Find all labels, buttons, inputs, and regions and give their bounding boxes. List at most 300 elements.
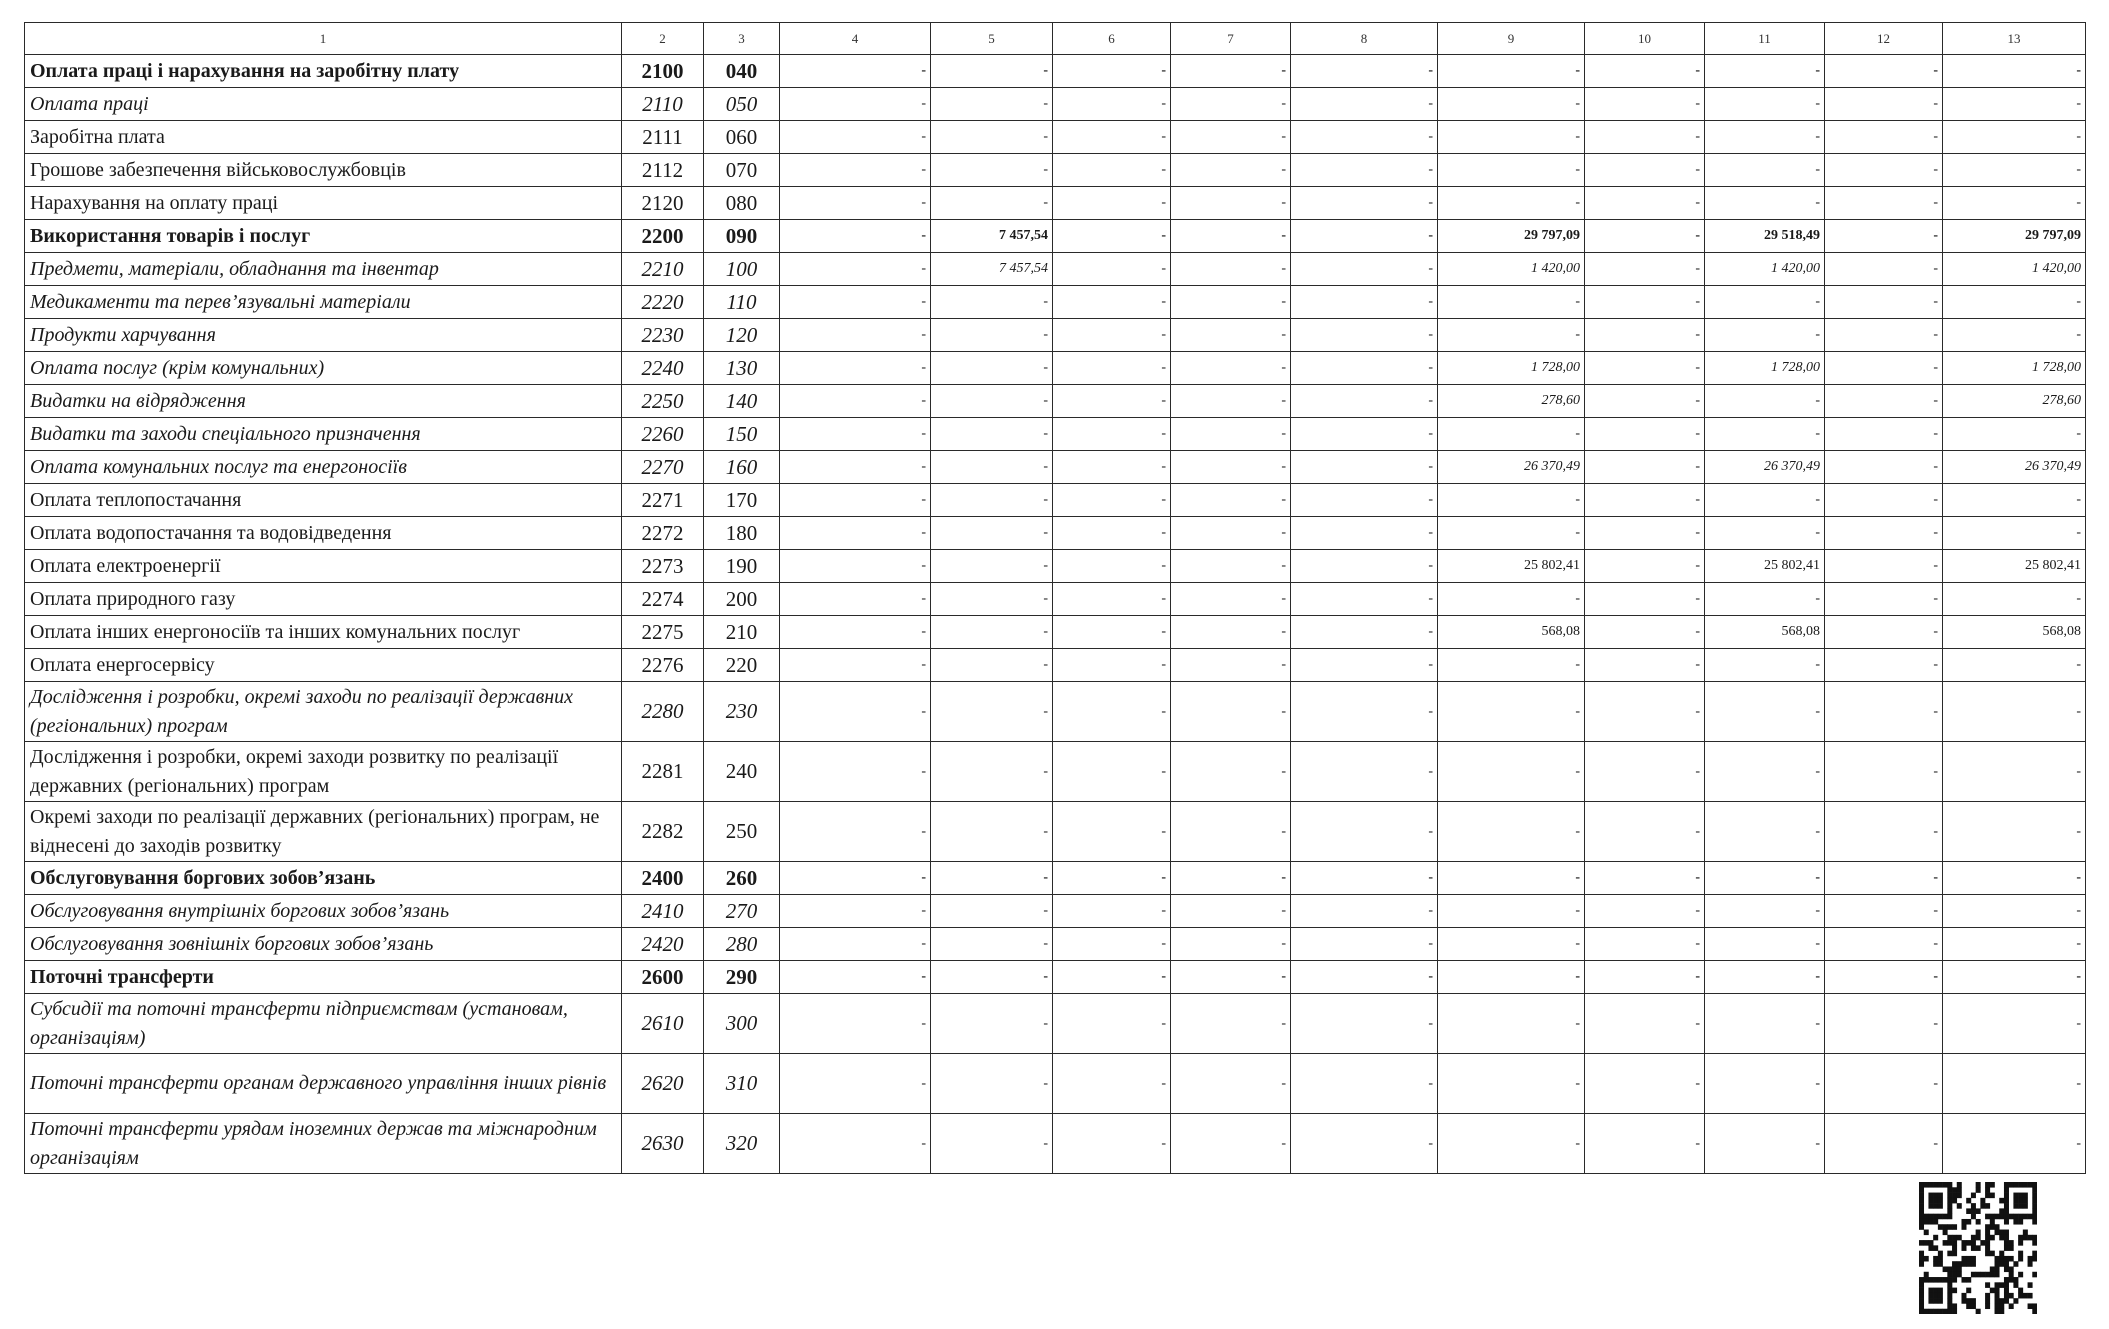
table-row	[25, 802, 2086, 862]
row-name: Предмети, матеріали, обладнання та інвентар	[25, 253, 622, 286]
row-kekv-code: 2410	[622, 895, 704, 928]
value-cell: -	[1053, 583, 1171, 616]
row-line-code: 290	[704, 961, 780, 994]
value-cell: -	[1705, 682, 1825, 742]
table-row	[25, 961, 2086, 994]
header-cell: 8	[1291, 23, 1438, 55]
table-row	[25, 742, 2086, 802]
value-cell: -	[1705, 649, 1825, 682]
header-cell: 4	[780, 23, 931, 55]
header-cell: 10	[1585, 23, 1705, 55]
value-cell: -	[1705, 286, 1825, 319]
row-name: Оплата енергосервісу	[25, 649, 622, 682]
value-cell: -	[1053, 286, 1171, 319]
value-cell: -	[1825, 88, 1943, 121]
value-cell: -	[1825, 352, 1943, 385]
row-kekv-code: 2220	[622, 286, 704, 319]
value-cell: -	[1438, 649, 1585, 682]
row-name: Оплата водопостачання та водовідведення	[25, 517, 622, 550]
value-cell: -	[1053, 451, 1171, 484]
value-cell: -	[1438, 484, 1585, 517]
value-cell: -	[1438, 88, 1585, 121]
value-cell: -	[1825, 253, 1943, 286]
value-cell: -	[780, 517, 931, 550]
value-cell: -	[931, 649, 1053, 682]
value-cell: -	[1943, 961, 2086, 994]
value-cell: -	[1438, 994, 1585, 1054]
value-cell: -	[780, 961, 931, 994]
value-cell: -	[931, 187, 1053, 220]
value-cell: -	[1585, 286, 1705, 319]
value-cell: -	[1291, 928, 1438, 961]
header-cell: 6	[1053, 23, 1171, 55]
value-cell: -	[1053, 484, 1171, 517]
value-cell: -	[1171, 286, 1291, 319]
table-row	[25, 1114, 2086, 1174]
value-cell: -	[1943, 862, 2086, 895]
value-cell: -	[1825, 550, 1943, 583]
value-cell: -	[1705, 961, 1825, 994]
row-kekv-code: 2120	[622, 187, 704, 220]
header-cell: 2	[622, 23, 704, 55]
value-cell: -	[1438, 55, 1585, 88]
value-cell: -	[1171, 451, 1291, 484]
row-kekv-code: 2100	[622, 55, 704, 88]
table-row	[25, 1054, 2086, 1114]
row-name: Дослідження і розробки, окремі заходи розвитку по реалізації державних (регіональних) програм	[25, 742, 622, 802]
value-cell: -	[1705, 928, 1825, 961]
row-kekv-code: 2271	[622, 484, 704, 517]
header-cell: 9	[1438, 23, 1585, 55]
value-cell: -	[1585, 352, 1705, 385]
value-cell: -	[1585, 802, 1705, 862]
value-cell: -	[1438, 895, 1585, 928]
value-cell: -	[1825, 484, 1943, 517]
row-line-code: 260	[704, 862, 780, 895]
value-cell: -	[1291, 682, 1438, 742]
value-cell: -	[1053, 517, 1171, 550]
value-cell: -	[931, 88, 1053, 121]
value-cell: -	[1053, 649, 1171, 682]
table-row	[25, 55, 2086, 88]
row-kekv-code: 2210	[622, 253, 704, 286]
value-cell: -	[1438, 1054, 1585, 1114]
value-cell: -	[1171, 88, 1291, 121]
row-kekv-code: 2200	[622, 220, 704, 253]
table-row	[25, 352, 2086, 385]
row-kekv-code: 2630	[622, 1114, 704, 1174]
value-cell: 7 457,54	[931, 253, 1053, 286]
value-cell: -	[1053, 928, 1171, 961]
value-cell: -	[1171, 253, 1291, 286]
value-cell: -	[1053, 862, 1171, 895]
row-name: Поточні трансферти органам державного управління інших рівнів	[25, 1054, 622, 1114]
row-line-code: 150	[704, 418, 780, 451]
table-row	[25, 517, 2086, 550]
value-cell: -	[1171, 550, 1291, 583]
value-cell: -	[780, 154, 931, 187]
table-row	[25, 121, 2086, 154]
value-cell: -	[1171, 928, 1291, 961]
row-line-code: 300	[704, 994, 780, 1054]
value-cell: -	[931, 154, 1053, 187]
value-cell: -	[1171, 121, 1291, 154]
value-cell: -	[780, 802, 931, 862]
value-cell: -	[1291, 895, 1438, 928]
value-cell: -	[780, 616, 931, 649]
column-number-row	[25, 23, 2086, 55]
value-cell: -	[1943, 88, 2086, 121]
value-cell: -	[931, 682, 1053, 742]
value-cell: -	[1585, 484, 1705, 517]
row-line-code: 250	[704, 802, 780, 862]
value-cell: -	[1825, 1054, 1943, 1114]
value-cell: 29 797,09	[1943, 220, 2086, 253]
value-cell: -	[780, 88, 931, 121]
value-cell: 25 802,41	[1705, 550, 1825, 583]
row-kekv-code: 2281	[622, 742, 704, 802]
value-cell: -	[1291, 154, 1438, 187]
row-kekv-code: 2610	[622, 994, 704, 1054]
value-cell: -	[780, 286, 931, 319]
row-name: Обслуговування боргових зобов’язань	[25, 862, 622, 895]
value-cell: -	[780, 928, 931, 961]
value-cell: -	[1705, 895, 1825, 928]
value-cell: -	[780, 1054, 931, 1114]
value-cell: 1 420,00	[1705, 253, 1825, 286]
row-line-code: 280	[704, 928, 780, 961]
value-cell: -	[1943, 682, 2086, 742]
value-cell: 26 370,49	[1705, 451, 1825, 484]
value-cell: -	[1585, 253, 1705, 286]
value-cell: 568,08	[1438, 616, 1585, 649]
value-cell: -	[1585, 649, 1705, 682]
value-cell: 25 802,41	[1438, 550, 1585, 583]
value-cell: -	[1585, 121, 1705, 154]
value-cell: -	[1053, 220, 1171, 253]
value-cell: -	[1438, 319, 1585, 352]
row-name: Оплата природного газу	[25, 583, 622, 616]
value-cell: -	[1291, 286, 1438, 319]
value-cell: -	[1171, 220, 1291, 253]
value-cell: -	[1705, 55, 1825, 88]
row-kekv-code: 2620	[622, 1054, 704, 1114]
value-cell: -	[1825, 154, 1943, 187]
row-name: Оплата послуг (крім комунальних)	[25, 352, 622, 385]
budget-expenditure-table	[24, 22, 2086, 1174]
value-cell: -	[1585, 928, 1705, 961]
row-line-code: 310	[704, 1054, 780, 1114]
row-kekv-code: 2230	[622, 319, 704, 352]
value-cell: -	[1053, 802, 1171, 862]
value-cell: -	[1171, 517, 1291, 550]
value-cell: -	[1171, 55, 1291, 88]
value-cell: -	[1825, 319, 1943, 352]
row-name: Нарахування на оплату праці	[25, 187, 622, 220]
row-name: Оплата теплопостачання	[25, 484, 622, 517]
row-line-code: 070	[704, 154, 780, 187]
value-cell: -	[1291, 583, 1438, 616]
value-cell: -	[1585, 682, 1705, 742]
row-name: Оплата комунальних послуг та енергоносіїв	[25, 451, 622, 484]
value-cell: -	[1053, 418, 1171, 451]
value-cell: -	[1943, 928, 2086, 961]
value-cell: -	[1705, 1114, 1825, 1174]
value-cell: -	[1171, 994, 1291, 1054]
value-cell: -	[1053, 55, 1171, 88]
value-cell: -	[1825, 895, 1943, 928]
value-cell: -	[1585, 742, 1705, 802]
value-cell: -	[780, 121, 931, 154]
value-cell: -	[1943, 517, 2086, 550]
row-line-code: 100	[704, 253, 780, 286]
value-cell: -	[931, 385, 1053, 418]
row-kekv-code: 2111	[622, 121, 704, 154]
value-cell: -	[1171, 1054, 1291, 1114]
value-cell: -	[931, 742, 1053, 802]
row-name: Окремі заходи по реалізації державних (регіональних) програм, не віднесені до заходів розвитку	[25, 802, 622, 862]
value-cell: -	[1171, 895, 1291, 928]
table-row	[25, 928, 2086, 961]
value-cell: -	[780, 418, 931, 451]
value-cell: -	[931, 517, 1053, 550]
row-kekv-code: 2400	[622, 862, 704, 895]
row-name: Продукти харчування	[25, 319, 622, 352]
value-cell: 1 420,00	[1438, 253, 1585, 286]
value-cell: 568,08	[1705, 616, 1825, 649]
value-cell: -	[780, 55, 931, 88]
value-cell: -	[1291, 121, 1438, 154]
value-cell: -	[780, 187, 931, 220]
value-cell: -	[1705, 994, 1825, 1054]
value-cell: -	[1943, 895, 2086, 928]
row-name: Оплата інших енергоносіїв та інших комунальних послуг	[25, 616, 622, 649]
value-cell: -	[780, 895, 931, 928]
row-line-code: 270	[704, 895, 780, 928]
table-row	[25, 895, 2086, 928]
row-name: Дослідження і розробки, окремі заходи по реалізації державних (регіональних) програм	[25, 682, 622, 742]
value-cell: -	[1943, 286, 2086, 319]
value-cell: -	[1585, 154, 1705, 187]
header-cell: 3	[704, 23, 780, 55]
value-cell: -	[1053, 121, 1171, 154]
row-name: Субсидії та поточні трансферти підприємствам (установам, організаціям)	[25, 994, 622, 1054]
value-cell: 29 518,49	[1705, 220, 1825, 253]
value-cell: -	[1291, 802, 1438, 862]
value-cell: -	[931, 1114, 1053, 1174]
value-cell: -	[1705, 742, 1825, 802]
value-cell: -	[780, 649, 931, 682]
value-cell: -	[1705, 802, 1825, 862]
value-cell: -	[1825, 286, 1943, 319]
row-name: Заробітна плата	[25, 121, 622, 154]
row-name: Грошове забезпечення військовослужбовців	[25, 154, 622, 187]
value-cell: -	[1291, 484, 1438, 517]
value-cell: -	[1291, 994, 1438, 1054]
value-cell: -	[1053, 253, 1171, 286]
row-kekv-code: 2274	[622, 583, 704, 616]
value-cell: 278,60	[1438, 385, 1585, 418]
value-cell: -	[1053, 994, 1171, 1054]
value-cell: -	[1053, 1054, 1171, 1114]
value-cell: -	[1705, 121, 1825, 154]
value-cell: -	[1171, 742, 1291, 802]
row-line-code: 090	[704, 220, 780, 253]
value-cell: -	[1053, 550, 1171, 583]
table-row	[25, 682, 2086, 742]
row-kekv-code: 2275	[622, 616, 704, 649]
value-cell: -	[780, 994, 931, 1054]
value-cell: -	[780, 1114, 931, 1174]
value-cell: -	[1171, 484, 1291, 517]
value-cell: -	[1943, 418, 2086, 451]
value-cell: -	[1825, 385, 1943, 418]
table-row	[25, 484, 2086, 517]
value-cell: -	[1825, 649, 1943, 682]
value-cell: -	[1825, 220, 1943, 253]
value-cell: -	[1291, 1054, 1438, 1114]
qr-code-icon	[1919, 1182, 2037, 1314]
value-cell: -	[1291, 616, 1438, 649]
value-cell: -	[1291, 418, 1438, 451]
value-cell: 26 370,49	[1943, 451, 2086, 484]
table-row	[25, 319, 2086, 352]
value-cell: -	[1825, 451, 1943, 484]
value-cell: -	[931, 1054, 1053, 1114]
table-row	[25, 253, 2086, 286]
value-cell: -	[1438, 802, 1585, 862]
value-cell: -	[931, 862, 1053, 895]
row-kekv-code: 2280	[622, 682, 704, 742]
header-cell: 1	[25, 23, 622, 55]
row-kekv-code: 2276	[622, 649, 704, 682]
value-cell: -	[1171, 616, 1291, 649]
table-row	[25, 550, 2086, 583]
value-cell: -	[780, 220, 931, 253]
value-cell: -	[1053, 895, 1171, 928]
value-cell: -	[931, 550, 1053, 583]
table-row	[25, 154, 2086, 187]
value-cell: -	[1943, 802, 2086, 862]
value-cell: -	[1705, 319, 1825, 352]
value-cell: -	[931, 928, 1053, 961]
row-kekv-code: 2250	[622, 385, 704, 418]
value-cell: -	[1291, 517, 1438, 550]
value-cell: -	[1705, 88, 1825, 121]
value-cell: -	[780, 583, 931, 616]
value-cell: -	[1438, 961, 1585, 994]
row-kekv-code: 2110	[622, 88, 704, 121]
value-cell: -	[1825, 418, 1943, 451]
value-cell: -	[931, 895, 1053, 928]
value-cell: -	[931, 286, 1053, 319]
row-name: Оплата праці	[25, 88, 622, 121]
value-cell: -	[931, 418, 1053, 451]
value-cell: -	[1825, 802, 1943, 862]
value-cell: -	[1171, 319, 1291, 352]
row-name: Оплата електроенергії	[25, 550, 622, 583]
row-name: Поточні трансферти урядам іноземних держав та міжнародним організаціям	[25, 1114, 622, 1174]
row-line-code: 170	[704, 484, 780, 517]
header-cell: 12	[1825, 23, 1943, 55]
header-cell: 5	[931, 23, 1053, 55]
value-cell: -	[1438, 862, 1585, 895]
row-line-code: 240	[704, 742, 780, 802]
value-cell: 25 802,41	[1943, 550, 2086, 583]
value-cell: -	[1438, 742, 1585, 802]
value-cell: -	[780, 352, 931, 385]
value-cell: -	[1291, 451, 1438, 484]
row-kekv-code: 2273	[622, 550, 704, 583]
value-cell: -	[1291, 220, 1438, 253]
row-line-code: 140	[704, 385, 780, 418]
value-cell: -	[780, 484, 931, 517]
value-cell: -	[1053, 154, 1171, 187]
row-name: Видатки та заходи спеціального призначення	[25, 418, 622, 451]
value-cell: -	[780, 253, 931, 286]
value-cell: -	[1585, 451, 1705, 484]
value-cell: -	[1585, 418, 1705, 451]
table-row	[25, 88, 2086, 121]
value-cell: -	[1291, 253, 1438, 286]
value-cell: -	[1825, 187, 1943, 220]
table-row	[25, 616, 2086, 649]
row-line-code: 060	[704, 121, 780, 154]
value-cell: -	[1825, 862, 1943, 895]
value-cell: -	[931, 319, 1053, 352]
value-cell: -	[1585, 88, 1705, 121]
value-cell: -	[1585, 961, 1705, 994]
value-cell: -	[1825, 616, 1943, 649]
value-cell: -	[780, 319, 931, 352]
row-name: Поточні трансферти	[25, 961, 622, 994]
value-cell: -	[1585, 994, 1705, 1054]
value-cell: -	[1291, 649, 1438, 682]
row-kekv-code: 2272	[622, 517, 704, 550]
value-cell: -	[931, 994, 1053, 1054]
value-cell: 1 728,00	[1705, 352, 1825, 385]
value-cell: -	[1291, 352, 1438, 385]
row-kekv-code: 2270	[622, 451, 704, 484]
value-cell: -	[1943, 187, 2086, 220]
value-cell: -	[1171, 385, 1291, 418]
value-cell: -	[1943, 55, 2086, 88]
value-cell: -	[1053, 1114, 1171, 1174]
value-cell: -	[1438, 154, 1585, 187]
value-cell: -	[1291, 550, 1438, 583]
value-cell: -	[1585, 895, 1705, 928]
value-cell: 1 420,00	[1943, 253, 2086, 286]
value-cell: -	[1438, 583, 1585, 616]
value-cell: -	[931, 802, 1053, 862]
table-row	[25, 418, 2086, 451]
value-cell: 278,60	[1943, 385, 2086, 418]
value-cell: -	[780, 385, 931, 418]
value-cell: 26 370,49	[1438, 451, 1585, 484]
value-cell: -	[1438, 928, 1585, 961]
value-cell: -	[1705, 418, 1825, 451]
table-row	[25, 649, 2086, 682]
value-cell: -	[1053, 742, 1171, 802]
row-line-code: 110	[704, 286, 780, 319]
value-cell: -	[1438, 121, 1585, 154]
value-cell: -	[1291, 385, 1438, 418]
value-cell: -	[1291, 742, 1438, 802]
value-cell: -	[1438, 187, 1585, 220]
header-cell: 13	[1943, 23, 2086, 55]
value-cell: -	[1171, 418, 1291, 451]
value-cell: -	[931, 121, 1053, 154]
